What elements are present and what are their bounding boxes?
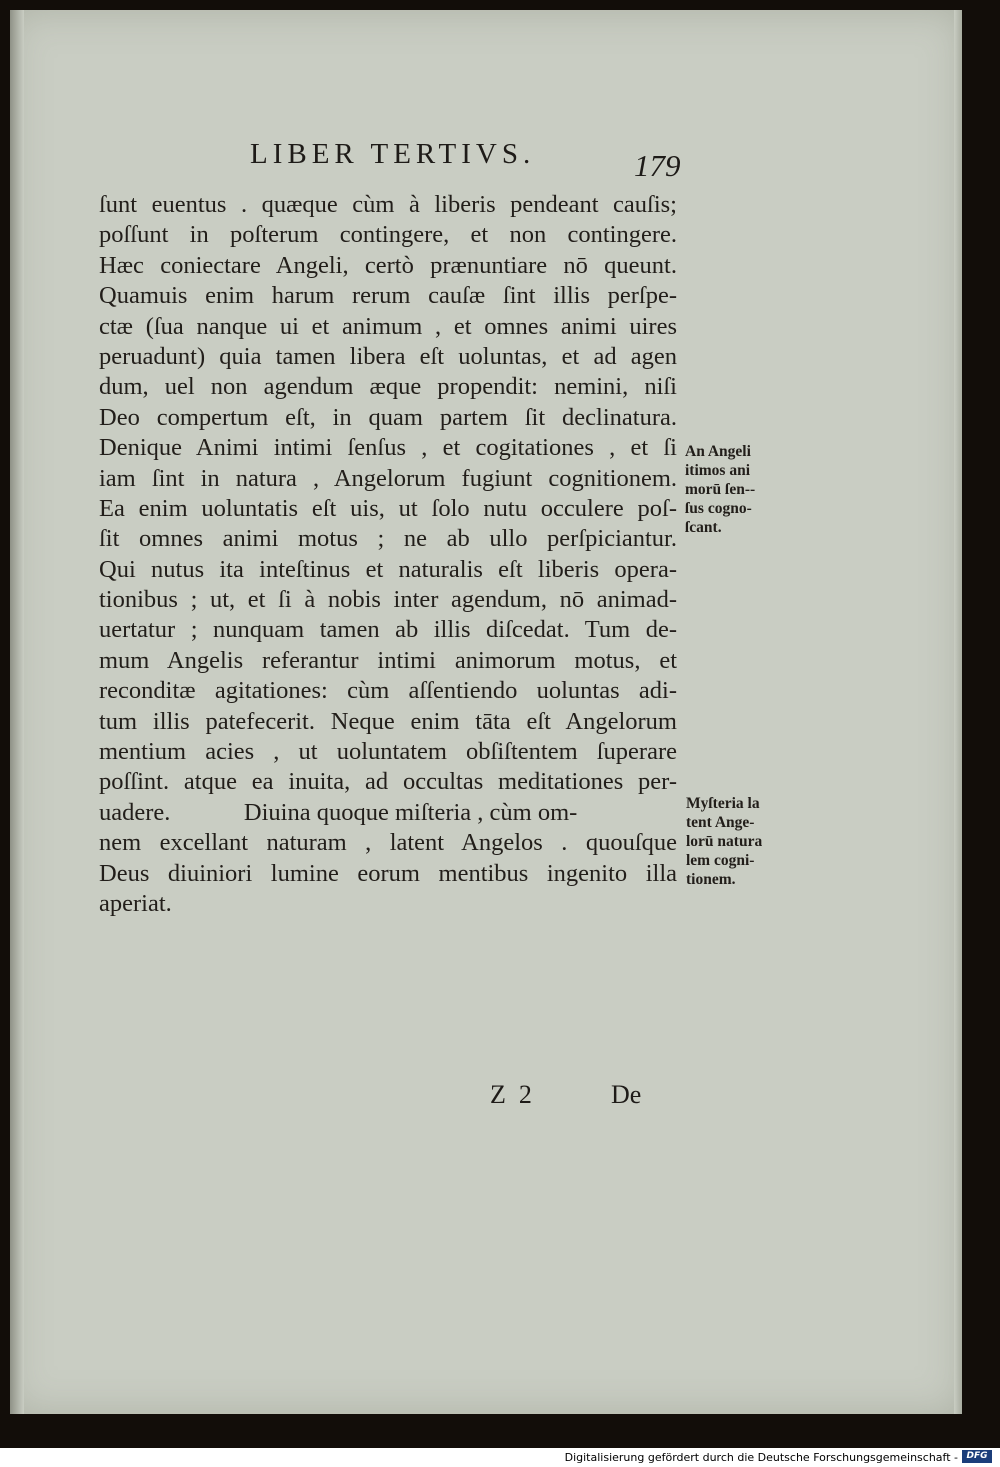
text-line: Qui nutus ita inteſtinus et naturalis eſt liberis opera- [99, 555, 677, 583]
text-line: uadere. Diuina quoque miſteria , cùm om- [99, 798, 578, 826]
marginal-note-line: Myſteria la [686, 795, 760, 812]
signature-mark: Z 2 [490, 1080, 532, 1109]
text-line: Quamuis enim harum rerum cauſæ ſint illis perſpe- [99, 282, 677, 310]
page-outer-edge [954, 10, 962, 1414]
text-line: tum illis patefecerit. Neque enim tāta eſt Angelorum [99, 707, 677, 735]
marginal-note-mysteries [686, 794, 796, 889]
page-gutter-shadow [10, 10, 24, 1414]
text-line: ſunt euentus . quæque cùm à liberis pendeant cauſis; [99, 191, 677, 218]
text-line: Deus diuiniori lumine eorum mentibus ingenito illa [99, 859, 677, 887]
text-line: poſſunt in poſterum contingere, et non contingere. [99, 221, 677, 249]
text-line: ſit omnes animi motus ; ne ab ullo perſpiciantur. [99, 525, 677, 553]
text-line: peruadunt) quia tamen libera eſt uoluntas, et ad agen [99, 342, 677, 370]
text-line: Ea enim uoluntatis eſt uis, ut ſolo nutu occulere poſ- [99, 494, 677, 522]
marginal-note-line: ſcant. [685, 519, 722, 536]
marginal-note-line: tionem. [686, 871, 736, 888]
marginal-note-line: itimos ani [685, 462, 751, 479]
marginal-note-line: lem cogni- [686, 852, 755, 869]
text-line: reconditæ agitationes: cùm aſſentiendo uoluntas adi- [99, 677, 677, 705]
marginal-note-line: morū ſen-- [685, 481, 756, 498]
running-head: LIBER TERTIVS. [250, 138, 536, 170]
catchword: De [611, 1080, 642, 1109]
text-line: nem excellant naturam , latent Angelos . quouſque [99, 829, 677, 857]
dfg-logo: DFG [962, 1450, 992, 1463]
marginal-note-line: An Angeli [685, 443, 751, 460]
text-line: Denique Animi intimi ſenſus , et cogitationes , et ſi [99, 434, 677, 462]
marginal-note-angels-thoughts [685, 442, 795, 537]
text-line: Deo compertum eſt, in quam partem ſit declinatura. [99, 403, 677, 431]
marginal-note-line: tent Ange- [686, 814, 755, 831]
footer-credit: Digitalisierung gefördert durch die Deutsche Forschungsgemeinschaft - [564, 1451, 958, 1464]
text-line: Hæc coniectare Angeli, certò prænuntiare nō queunt. [99, 251, 677, 279]
text-line: uertatur ; nunquam tamen ab illis diſcedat. Tum de- [99, 616, 677, 644]
text-line: aperiat. [99, 889, 172, 917]
marginal-note-line: lorū natura [686, 833, 763, 850]
text-line: mentium acies , ut uoluntatem obſiſtentem ſuperare [99, 738, 677, 766]
text-line: mum Angelis referantur intimi animorum motus, et [99, 646, 677, 674]
text-line: dum, uel non agendum æque propendit: nemini, niſi [99, 373, 677, 401]
marginal-note-line: ſus cogno- [685, 500, 752, 517]
text-line: ctæ (ſua nanque ui et animum , et omnes animi uires [99, 312, 677, 340]
text-line: iam ſint in natura , Angelorum fugiunt cognitionem. [99, 464, 677, 492]
main-text-block [99, 190, 677, 919]
page-number: 179 [634, 148, 681, 183]
text-line: tionibus ; ut, et ſi à nobis inter agendum, nō animad- [99, 586, 677, 614]
text-line: poſſint. atque ea inuita, ad occultas meditationes per- [99, 768, 677, 796]
